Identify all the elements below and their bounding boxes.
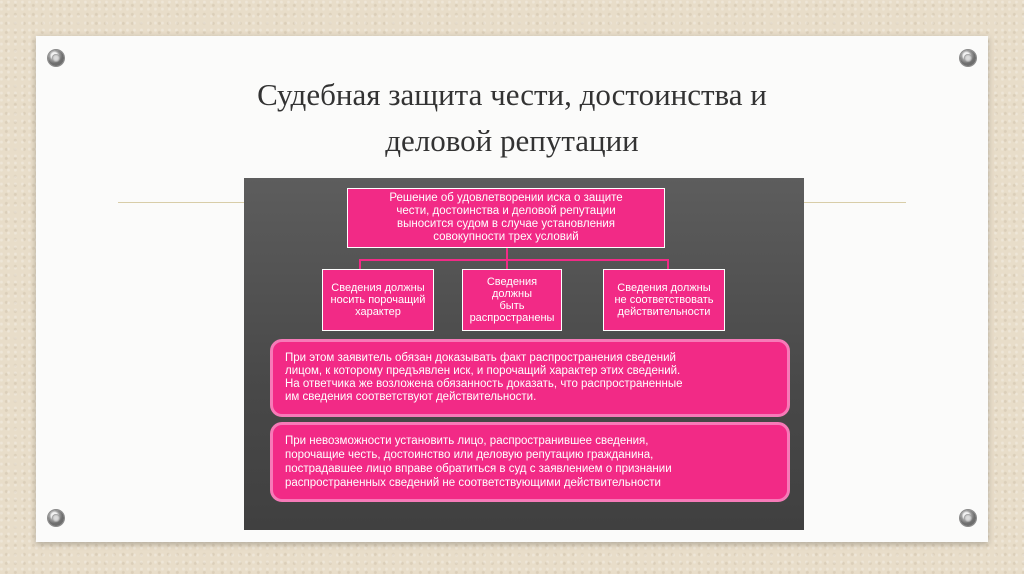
connector-left xyxy=(359,259,361,269)
connector-horizontal xyxy=(359,259,669,261)
screw-bottom-right-icon xyxy=(960,510,976,526)
note-box-2: При невозможности установить лицо, распространившее сведения, порочащие честь, достоинство или деловую репутацию гражданина, пострадавшее лицо вправе обратиться в суд с заявлением о признании распространенных сведений не соответствующими действительности xyxy=(270,422,790,502)
condition-box-1: Сведения должны носить порочащий характер xyxy=(322,269,434,331)
screw-top-left-icon xyxy=(48,50,64,66)
title-line-1: Судебная защита чести, достоинства и xyxy=(257,77,767,112)
condition-box-3: Сведения должны не соответствовать действительности xyxy=(603,269,725,331)
screw-bottom-left-icon xyxy=(48,510,64,526)
top-condition-box: Решение об удовлетворении иска о защите чести, достоинства и деловой репутации выносится судом в случае установления совокупности трех условий xyxy=(347,188,665,248)
connector-right xyxy=(667,259,669,269)
diagram-image xyxy=(244,178,804,530)
slide xyxy=(36,36,988,542)
note-box-1: При этом заявитель обязан доказывать факт распространения сведений лицом, к которому предъявлен иск, и порочащий характер этих сведений. На ответчика же возложена обязанность доказать, что распространенные им сведения соответствуют действительности. xyxy=(270,339,790,417)
page-title xyxy=(36,72,988,164)
screw-top-right-icon xyxy=(960,50,976,66)
connector-center xyxy=(506,259,508,269)
title-line-2: деловой репутации xyxy=(385,123,639,158)
condition-box-2: Сведения должны быть распространены xyxy=(462,269,562,331)
